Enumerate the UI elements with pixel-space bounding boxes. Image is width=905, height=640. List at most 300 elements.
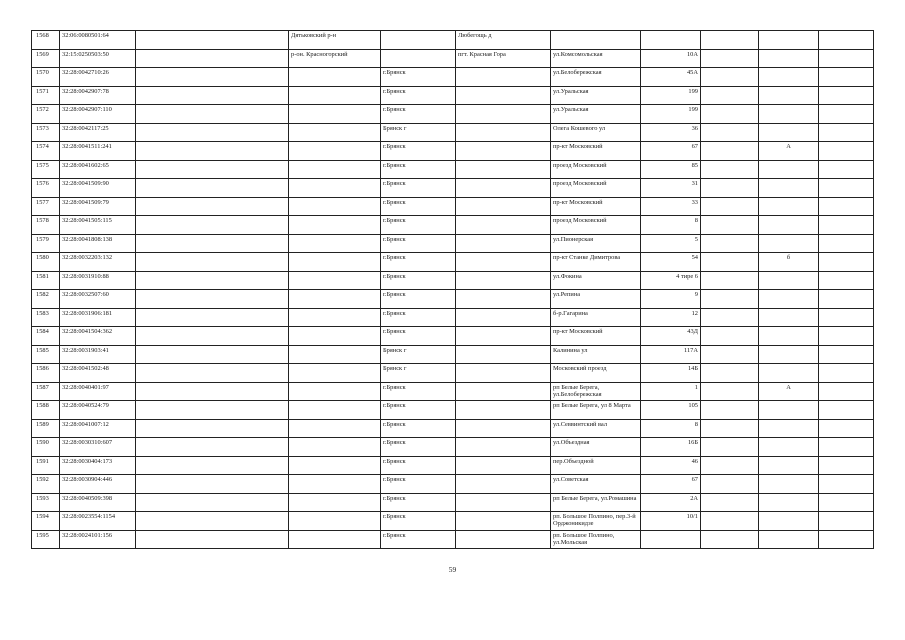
cell-city: г.Брянск [381,86,456,105]
cell-settlement [456,364,551,383]
cell-cadastral-number: 32:28:0042710:26 [60,68,136,87]
table-row [32,401,874,420]
cell-house-number: 85 [641,160,701,179]
cell-col-blank [136,530,289,549]
cell-settlement [456,475,551,494]
cell-street: б-р.Гагарина [551,308,641,327]
cell-building [701,31,759,50]
cell-district [289,512,381,531]
cell-settlement [456,105,551,124]
cell-col-extra [819,123,874,142]
table-row [32,382,874,401]
cell-street: пер.Объездной [551,456,641,475]
cell-letter [759,123,819,142]
cell-house-number: 31 [641,179,701,198]
cell-building [701,401,759,420]
cell-col-blank [136,512,289,531]
cell-building [701,123,759,142]
cell-letter [759,31,819,50]
cell-city: г.Брянск [381,216,456,235]
cell-cadastral-number: 32:28:0030904:446 [60,475,136,494]
cell-house-number: 14Б [641,364,701,383]
table-row [32,216,874,235]
cell-cadastral-number: 32:28:0041509:79 [60,197,136,216]
cell-row-index: 1587 [32,382,60,401]
cell-settlement [456,382,551,401]
cell-district [289,234,381,253]
cell-street: ул.Фокина [551,271,641,290]
cell-settlement [456,438,551,457]
cell-row-index: 1577 [32,197,60,216]
cell-city: Брянск г [381,345,456,364]
cell-house-number: 33 [641,197,701,216]
cell-letter: А [759,142,819,161]
cell-building [701,179,759,198]
cell-col-extra [819,142,874,161]
cell-city: г.Брянск [381,142,456,161]
cell-letter [759,49,819,68]
cell-col-blank [136,179,289,198]
cell-col-blank [136,493,289,512]
cell-district [289,86,381,105]
cell-street: ул.Уральская [551,86,641,105]
cell-col-extra [819,345,874,364]
cell-district [289,475,381,494]
cell-city: г.Брянск [381,419,456,438]
table-row [32,197,874,216]
cell-street: ул.Репина [551,290,641,309]
table-row [32,475,874,494]
cell-house-number: 10А [641,49,701,68]
cell-building [701,234,759,253]
cell-row-index: 1568 [32,31,60,50]
table-row [32,308,874,327]
cell-row-index: 1579 [32,234,60,253]
cell-house-number: 199 [641,86,701,105]
cell-house-number: 117А [641,345,701,364]
cell-row-index: 1586 [32,364,60,383]
cell-cadastral-number: 32:28:0041504:362 [60,327,136,346]
cell-house-number: 199 [641,105,701,124]
cell-building [701,456,759,475]
cell-letter [759,493,819,512]
cell-settlement [456,86,551,105]
cell-building [701,253,759,272]
cell-col-blank [136,31,289,50]
cell-city: г.Брянск [381,512,456,531]
cell-city: г.Брянск [381,382,456,401]
cell-building [701,49,759,68]
cell-letter [759,512,819,531]
cell-col-blank [136,290,289,309]
cell-building [701,475,759,494]
cell-street: проезд Московский [551,179,641,198]
cell-col-extra [819,234,874,253]
cell-col-extra [819,290,874,309]
table-row [32,364,874,383]
cell-district [289,142,381,161]
cell-district [289,419,381,438]
table-row [32,68,874,87]
cell-settlement [456,253,551,272]
cell-letter [759,364,819,383]
cell-house-number: 10/1 [641,512,701,531]
cell-row-index: 1592 [32,475,60,494]
cell-letter [759,401,819,420]
cell-col-extra [819,271,874,290]
cell-col-blank [136,253,289,272]
cell-col-extra [819,530,874,549]
cell-city: г.Брянск [381,475,456,494]
cell-city: г.Брянск [381,438,456,457]
cell-cadastral-number: 32:28:0040509:398 [60,493,136,512]
cell-row-index: 1585 [32,345,60,364]
cell-city: г.Брянск [381,105,456,124]
cell-house-number: 8 [641,216,701,235]
cell-cadastral-number: 32:28:0032203:132 [60,253,136,272]
cell-col-blank [136,123,289,142]
cell-house-number: 67 [641,475,701,494]
table-row [32,530,874,549]
cell-street: рп. Большое Полпино, ул.Мольская [551,530,641,549]
cell-settlement [456,123,551,142]
cell-col-blank [136,197,289,216]
cell-street: Московский проезд [551,364,641,383]
cell-district [289,345,381,364]
cell-building [701,86,759,105]
cell-district [289,253,381,272]
cell-street: пр-кт Московский [551,142,641,161]
cell-settlement [456,456,551,475]
cell-col-blank [136,345,289,364]
cell-street: пр-кт Московский [551,327,641,346]
cell-settlement: пгт. Красная Гора [456,49,551,68]
table-row [32,49,874,68]
cell-col-blank [136,401,289,420]
cell-letter [759,419,819,438]
cell-street: проезд Московский [551,160,641,179]
cell-cadastral-number: 32:28:0040524:79 [60,401,136,420]
table-row [32,512,874,531]
table-row [32,105,874,124]
cell-building [701,197,759,216]
cell-street: ул.Комсомольская [551,49,641,68]
registry-table [31,30,874,549]
table-row [32,142,874,161]
cell-cadastral-number: 32:28:0041602:65 [60,160,136,179]
cell-district [289,290,381,309]
cell-row-index: 1594 [32,512,60,531]
table-row [32,438,874,457]
cell-cadastral-number: 32:28:0041505:115 [60,216,136,235]
cell-col-extra [819,179,874,198]
cell-city: г.Брянск [381,253,456,272]
cell-settlement [456,197,551,216]
cell-district [289,160,381,179]
cell-house-number: 105 [641,401,701,420]
page-number: 59 [448,565,457,574]
cell-settlement [456,142,551,161]
cell-house-number: 2А [641,493,701,512]
cell-cadastral-number: 32:28:0040401:97 [60,382,136,401]
cell-city: Брянск г [381,364,456,383]
cell-col-extra [819,105,874,124]
cell-col-extra [819,512,874,531]
cell-building [701,438,759,457]
cell-city: г.Брянск [381,308,456,327]
table-row [32,31,874,50]
cell-building [701,160,759,179]
cell-street: Калинина ул [551,345,641,364]
cell-building [701,345,759,364]
cell-col-blank [136,86,289,105]
table-row [32,290,874,309]
cell-letter [759,216,819,235]
cell-col-blank [136,382,289,401]
cell-col-blank [136,308,289,327]
cell-house-number: 8 [641,419,701,438]
cell-settlement [456,419,551,438]
cell-row-index: 1576 [32,179,60,198]
cell-row-index: 1595 [32,530,60,549]
cell-letter [759,530,819,549]
cell-district [289,216,381,235]
cell-building [701,271,759,290]
table-row [32,123,874,142]
cell-col-extra [819,31,874,50]
cell-settlement [456,160,551,179]
cell-row-index: 1583 [32,308,60,327]
cell-district [289,530,381,549]
cell-col-extra [819,419,874,438]
cell-cadastral-number: 32:28:0031910:88 [60,271,136,290]
cell-row-index: 1580 [32,253,60,272]
cell-building [701,68,759,87]
cell-letter [759,456,819,475]
cell-cadastral-number: 32:28:0041509:90 [60,179,136,198]
cell-cadastral-number: 32:28:0042907:78 [60,86,136,105]
cell-letter [759,160,819,179]
table-row [32,419,874,438]
cell-row-index: 1581 [32,271,60,290]
cell-district [289,364,381,383]
cell-street: ул.Белобережская [551,68,641,87]
cell-building [701,105,759,124]
cell-district [289,271,381,290]
cell-house-number: 12 [641,308,701,327]
cell-city: г.Брянск [381,68,456,87]
cell-settlement [456,345,551,364]
cell-house-number: 1 [641,382,701,401]
cell-col-extra [819,327,874,346]
cell-settlement [456,308,551,327]
cell-col-blank [136,105,289,124]
cell-street: ул.Советская [551,475,641,494]
cell-settlement [456,401,551,420]
cell-city: г.Брянск [381,401,456,420]
cell-street: рп Белые Берега, ул 8 Марта [551,401,641,420]
cell-street: рп. Большое Полпино, пер.3-й Орджоникидзе [551,512,641,531]
cell-district: Дятьковский р-н [289,31,381,50]
cell-row-index: 1590 [32,438,60,457]
cell-col-extra [819,68,874,87]
table-row [32,327,874,346]
cell-settlement [456,327,551,346]
cell-city: г.Брянск [381,327,456,346]
cell-building [701,327,759,346]
table-row [32,234,874,253]
cell-house-number: 36 [641,123,701,142]
cell-letter [759,86,819,105]
cell-col-blank [136,475,289,494]
table-row [32,160,874,179]
cell-district [289,197,381,216]
cell-letter [759,438,819,457]
cell-col-blank [136,216,289,235]
table-row [32,345,874,364]
cell-cadastral-number: 32:28:0030404:173 [60,456,136,475]
cell-col-blank [136,68,289,87]
cell-building [701,364,759,383]
cell-col-blank [136,456,289,475]
cell-street: рп Белые Берега, ул.Ромашина [551,493,641,512]
cell-district [289,179,381,198]
cell-settlement [456,68,551,87]
cell-cadastral-number: 32:28:0031906:181 [60,308,136,327]
cell-row-index: 1574 [32,142,60,161]
cell-settlement [456,271,551,290]
cell-city: г.Брянск [381,530,456,549]
cell-letter [759,234,819,253]
cell-letter: б [759,253,819,272]
cell-street [551,31,641,50]
cell-settlement [456,493,551,512]
cell-row-index: 1571 [32,86,60,105]
cell-letter [759,290,819,309]
cell-col-blank [136,419,289,438]
cell-city: г.Брянск [381,456,456,475]
cell-letter [759,271,819,290]
cell-col-blank [136,160,289,179]
cell-letter [759,327,819,346]
cell-settlement [456,512,551,531]
cell-city: г.Брянск [381,271,456,290]
cell-settlement [456,290,551,309]
cell-col-blank [136,49,289,68]
cell-city: г.Брянск [381,290,456,309]
cell-row-index: 1569 [32,49,60,68]
cell-col-extra [819,49,874,68]
cell-cadastral-number: 32:15:0250503:50 [60,49,136,68]
cell-cadastral-number: 32:28:0041511:241 [60,142,136,161]
cell-city: г.Брянск [381,197,456,216]
cell-street: ул.Севвинтский вал [551,419,641,438]
cell-settlement [456,216,551,235]
cell-house-number: 46 [641,456,701,475]
cell-street: пр-кт Станке Димитрова [551,253,641,272]
cell-col-extra [819,456,874,475]
cell-letter [759,105,819,124]
cell-row-index: 1593 [32,493,60,512]
cell-street: пр-кт Московский [551,197,641,216]
cell-col-extra [819,475,874,494]
cell-building [701,308,759,327]
cell-house-number: 67 [641,142,701,161]
cell-col-extra [819,382,874,401]
table-row [32,179,874,198]
cell-col-extra [819,160,874,179]
cell-letter [759,345,819,364]
cell-building [701,512,759,531]
cell-street: Олега Кошевого ул [551,123,641,142]
cell-cadastral-number: 32:28:0023554:1154 [60,512,136,531]
cell-cadastral-number: 32:06:0080501:64 [60,31,136,50]
cell-house-number: 4 тире 6 [641,271,701,290]
cell-row-index: 1578 [32,216,60,235]
cell-cadastral-number: 32:28:0041007:12 [60,419,136,438]
cell-col-blank [136,271,289,290]
cell-city: г.Брянск [381,160,456,179]
cell-house-number [641,530,701,549]
cell-cadastral-number: 32:28:0032507:60 [60,290,136,309]
cell-settlement [456,234,551,253]
cell-district [289,456,381,475]
cell-house-number: 9 [641,290,701,309]
cell-city [381,31,456,50]
cell-row-index: 1573 [32,123,60,142]
cell-district [289,327,381,346]
cell-letter [759,308,819,327]
cell-house-number [641,31,701,50]
cell-building [701,142,759,161]
cell-district [289,308,381,327]
cell-row-index: 1584 [32,327,60,346]
cell-building [701,290,759,309]
cell-district [289,123,381,142]
cell-col-blank [136,327,289,346]
cell-col-blank [136,142,289,161]
cell-house-number: 54 [641,253,701,272]
cell-cadastral-number: 32:28:0041502:48 [60,364,136,383]
cell-district [289,105,381,124]
cell-city: г.Брянск [381,493,456,512]
cell-col-extra [819,401,874,420]
cell-col-extra [819,493,874,512]
cell-letter [759,475,819,494]
cell-building [701,493,759,512]
cell-house-number: 5 [641,234,701,253]
cell-building [701,530,759,549]
cell-col-extra [819,308,874,327]
cell-row-index: 1589 [32,419,60,438]
cell-col-extra [819,86,874,105]
cell-cadastral-number: 32:28:0031903:41 [60,345,136,364]
cell-col-blank [136,364,289,383]
cell-col-blank [136,234,289,253]
cell-street: ул.Объездная [551,438,641,457]
cell-city: г.Брянск [381,179,456,198]
cell-street: ул.Пионерская [551,234,641,253]
cell-city [381,49,456,68]
cell-letter: А [759,382,819,401]
cell-row-index: 1582 [32,290,60,309]
cell-house-number: 45А [641,68,701,87]
cell-cadastral-number: 32:28:0030310:607 [60,438,136,457]
cell-city: г.Брянск [381,234,456,253]
table-row [32,493,874,512]
table-body [32,31,874,549]
cell-house-number: 43Д [641,327,701,346]
